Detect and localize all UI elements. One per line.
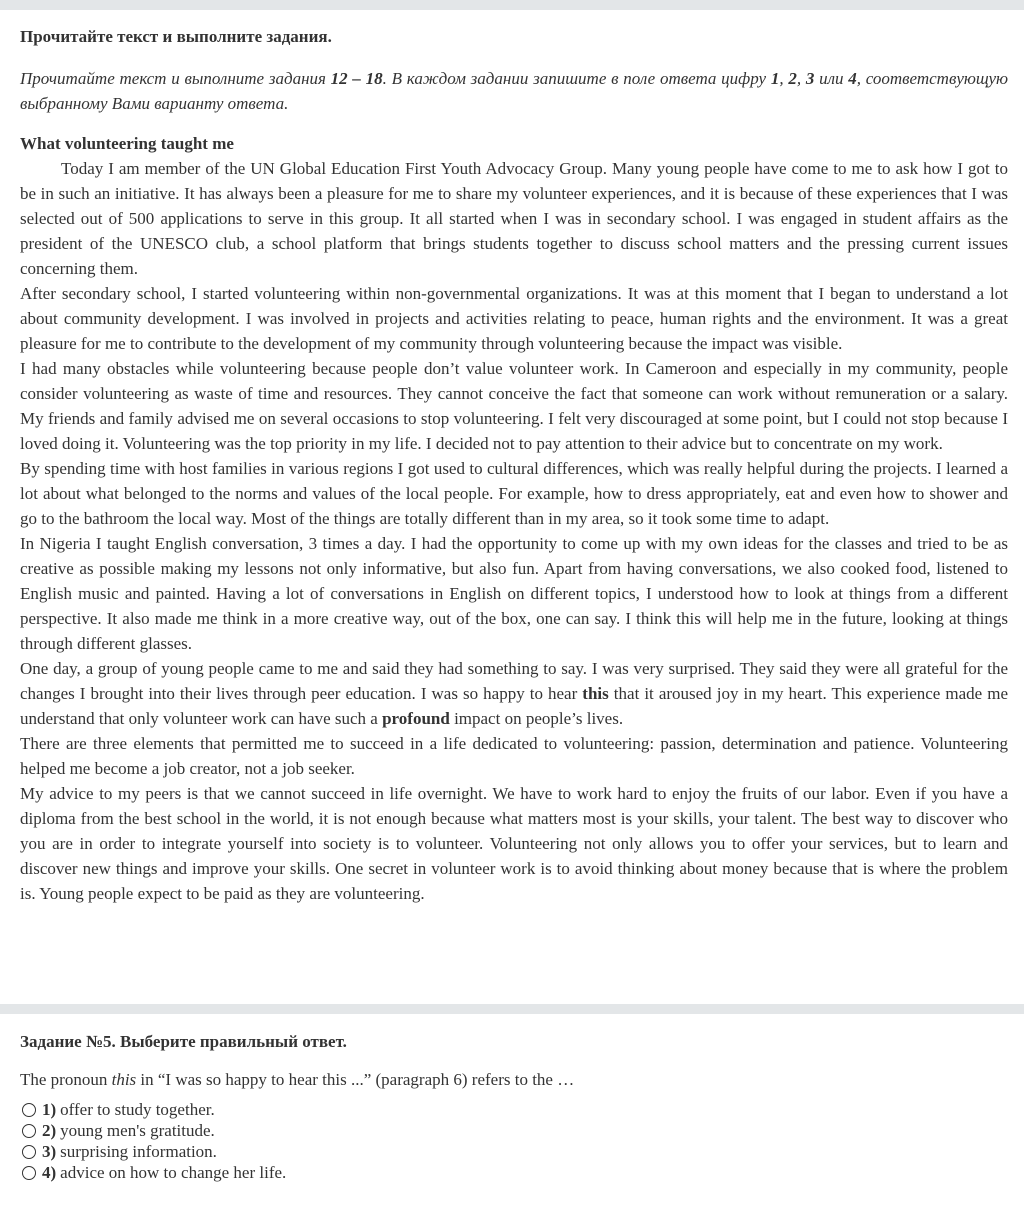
highlighted-word-profound: profound (382, 709, 450, 728)
digit-3: 3 (805, 69, 815, 88)
answer-option-3[interactable] (20, 1141, 1008, 1162)
answer-option-1[interactable] (20, 1099, 1008, 1120)
option-label: advice on how to change her life. (60, 1163, 287, 1182)
article-paragraph-6 (20, 656, 1008, 731)
article-paragraph: My advice to my peers is that we cannot succeed in life overnight. We have to work hard to enjoy the fruits of our labor. Even if you have a diploma from the best school in the world, it is not enough because what matters most is your skills, your talent. The best way to discover who you are in order to integrate yourself into society is to volunteer. Volunteering not only allows you to offer your services, but to learn and discover new things and improve your skills. One secret in volunteer work is to avoid thinking about money because that is where the problem is. Young people expect to be paid as they are volunteering. (20, 784, 1008, 903)
paragraph-text: One day, a group of young people came to me and said they had something to say. I was very surprised. They said they were all grateful for the changes I brought into their lives through peer education. I was so happy to hear (20, 659, 1008, 703)
question-italic-word: this (111, 1070, 137, 1089)
section-divider (0, 1004, 1024, 1014)
option-number: 4) (42, 1163, 57, 1182)
instruction-part: . В каждом задании запишите в поле ответа цифру (382, 69, 771, 88)
article-paragraph: In Nigeria I taught English conversation, 3 times a day. I had the opportunity to come up with my own ideas for the classes and tried to be as creative as possible making my lessons not only informative, but also fun. Apart from having conversations, we also cooked food, listened to English music and painted. Having a lot of conversations in English on different topics, I understood how to look at things from a different perspective. It also made me think in a more creative way, out of the box, one can say. I think this will help me in the future, looking at things through different glasses. (20, 534, 1008, 653)
option-label: young men's gratitude. (60, 1121, 215, 1140)
question-text: The pronoun (20, 1070, 112, 1089)
article-title: What volunteering taught me (20, 134, 234, 153)
article-paragraph: I had many obstacles while volunteering because people don’t value volunteer work. In Cameroon and especially in my community, people consider volunteering as waste of time and resources. They cannot conceive the fact that someone can work without remuneration or a salary. My friends and family advised me on several occasions to stop volunteering. I felt very discouraged at some point, but I could not stop because I loved doing it. Volunteering was the top priority in my life. I decided not to pay attention to their advice but to concentrate on my work. (20, 359, 1008, 453)
instruction-part: или (814, 69, 849, 88)
article-paragraph: There are three elements that permitted me to succeed in a life dedicated to volunteering: passion, determination and patience. Volunteering helped me become a job creator, not a job seeker. (20, 734, 1008, 778)
option-label: offer to study together. (60, 1100, 215, 1119)
option-number: 1) (42, 1100, 57, 1119)
radio-button[interactable] (22, 1166, 36, 1180)
article-paragraph: After secondary school, I started volunteering within non-governmental organizations. It was at this moment that I began to understand a lot about community development. I was involved in projects and activities relating to peace, human rights and the environment. It was a great pleasure for me to contribute to the development of my community through volunteering because the impact was visible. (20, 284, 1008, 353)
instruction-text (20, 66, 1008, 116)
digit-4: 4 (848, 69, 857, 88)
section-heading: Прочитайте текст и выполните задания. (20, 27, 332, 46)
question-text: in “I was so happy to hear this ...” (paragraph 6) refers to the … (136, 1070, 575, 1089)
reading-section (20, 26, 1008, 906)
radio-button[interactable] (22, 1124, 36, 1138)
option-number: 2) (42, 1121, 57, 1140)
digit-1: 1 (770, 69, 780, 88)
task-range: 12 – 18 (330, 69, 383, 88)
answer-option-2[interactable] (20, 1120, 1008, 1141)
paragraph-text: impact on people’s lives. (449, 709, 624, 728)
answer-option-4[interactable] (20, 1162, 1008, 1183)
option-number: 3) (42, 1142, 57, 1161)
task-question (20, 1069, 1008, 1091)
answer-options (20, 1099, 1008, 1183)
instruction-part: Прочитайте текст и выполните задания (20, 69, 331, 88)
paragraph-text: that it aroused joy in my heart. This experience made me understand that only volunteer work can have such a (20, 684, 1008, 728)
digit-2: 2 (788, 69, 797, 88)
task-section (20, 1031, 1008, 1183)
highlighted-word-this: this (582, 684, 609, 703)
top-divider-bar (0, 0, 1024, 10)
task-title: Задание №5. Выберите правильный ответ. (20, 1032, 347, 1051)
radio-button[interactable] (22, 1145, 36, 1159)
instruction-sep: , (796, 69, 806, 88)
option-label: surprising information. (60, 1142, 217, 1161)
instruction-sep: , (779, 69, 789, 88)
radio-button[interactable] (22, 1103, 36, 1117)
article-paragraph: By spending time with host families in various regions I got used to cultural differences, which was really helpful during the projects. I learned a lot about what belonged to the norms and values of the local people. For example, how to dress appropriately, eat and even how to shower and go to the bathroom the local way. Most of the things are totally different than in my area, so it took some time to adapt. (20, 459, 1008, 528)
instruction-part: , соответствующую выбранному Вами варианту ответа. (20, 69, 1008, 113)
article-paragraph: Today I am member of the UN Global Education First Youth Advocacy Group. Many young people have come to me to ask how I got to be in such an initiative. It has always been a pleasure for me to share my volunteer experiences, and it is because of these experiences that I was selected out of 500 applications to serve in this group. It all started when I was in secondary school. I was engaged in student affairs as the president of the UNESCO club, a school platform that brings students together to discuss school matters and the pressing current issues concerning them. (20, 159, 1008, 278)
